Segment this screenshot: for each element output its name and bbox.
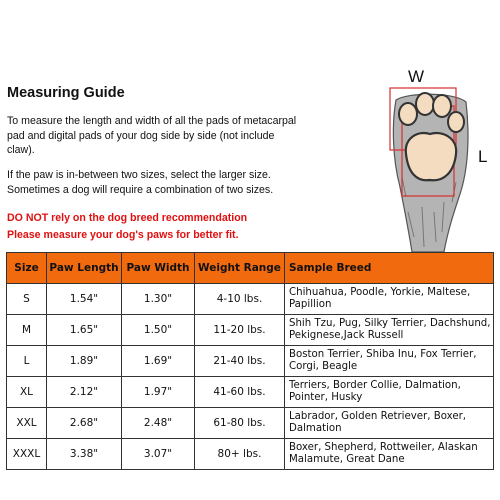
- cell-paw-length: 2.68": [47, 408, 122, 439]
- cell-sample-breed: Terriers, Border Collie, Dalmation, Pointer, Husky: [285, 377, 494, 408]
- cell-weight-range: 61-80 lbs.: [195, 408, 285, 439]
- warning-breed: DO NOT rely on the dog breed recommendation: [7, 212, 248, 224]
- cell-paw-length: 2.12": [47, 377, 122, 408]
- width-label: W: [408, 67, 425, 86]
- guide-paragraph-sizes: If the paw is in-between two sizes, select the larger size. Sometimes a dog will require a combination of two sizes.: [7, 169, 274, 196]
- main-pad: [406, 133, 456, 180]
- cell-size: S: [7, 284, 47, 315]
- cell-size: XXXL: [7, 439, 47, 470]
- header-paw-length: Paw Length: [47, 253, 122, 284]
- cell-sample-breed: Chihuahua, Poodle, Yorkie, Maltese, Papillion: [285, 284, 494, 315]
- cell-weight-range: 11-20 lbs.: [195, 315, 285, 346]
- guide-title: Measuring Guide: [7, 85, 125, 101]
- header-paw-width: Paw Width: [122, 253, 195, 284]
- cell-paw-width: 3.07": [122, 439, 195, 470]
- toe-pad: [433, 95, 451, 117]
- cell-paw-length: 3.38": [47, 439, 122, 470]
- cell-size: XXL: [7, 408, 47, 439]
- header-sample-breed: Sample Breed: [285, 253, 494, 284]
- table-row: [7, 408, 494, 439]
- cell-paw-width: 1.97": [122, 377, 195, 408]
- cell-size: L: [7, 346, 47, 377]
- size-table: [6, 252, 494, 470]
- cell-size: M: [7, 315, 47, 346]
- cell-paw-width: 1.50": [122, 315, 195, 346]
- guide-paragraph-measure: To measure the length and width of all the pads of metacarpal pad and digital pads of your dog side by side (not include claw).: [7, 115, 297, 156]
- cell-sample-breed: Labrador, Golden Retriever, Boxer, Dalmation: [285, 408, 494, 439]
- cell-paw-width: 1.69": [122, 346, 195, 377]
- table-header-row: [7, 253, 494, 284]
- paw-diagram: [378, 62, 498, 252]
- cell-paw-length: 1.89": [47, 346, 122, 377]
- cell-sample-breed: Boxer, Shepherd, Rottweiler, Alaskan Malamute, Great Dane: [285, 439, 494, 470]
- table-row: [7, 315, 494, 346]
- cell-weight-range: 21-40 lbs.: [195, 346, 285, 377]
- header-weight-range: Weight Range: [195, 253, 285, 284]
- cell-paw-length: 1.54": [47, 284, 122, 315]
- warning-measure: Please measure your dog's paws for better fit.: [7, 229, 239, 241]
- cell-size: XL: [7, 377, 47, 408]
- cell-paw-length: 1.65": [47, 315, 122, 346]
- cell-weight-range: 41-60 lbs.: [195, 377, 285, 408]
- toe-pad: [399, 103, 417, 125]
- cell-weight-range: 4-10 lbs.: [195, 284, 285, 315]
- toe-pad: [448, 112, 464, 132]
- cell-sample-breed: Boston Terrier, Shiba Inu, Fox Terrier, Corgi, Beagle: [285, 346, 494, 377]
- cell-paw-width: 2.48": [122, 408, 195, 439]
- length-label: L: [478, 147, 488, 166]
- table-row: [7, 346, 494, 377]
- toe-pad: [416, 93, 434, 115]
- header-size: Size: [7, 253, 47, 284]
- table-row: [7, 284, 494, 315]
- cell-paw-width: 1.30": [122, 284, 195, 315]
- table-row: [7, 377, 494, 408]
- cell-sample-breed: Shih Tzu, Pug, Silky Terrier, Dachshund, Pekignese,Jack Russell: [285, 315, 494, 346]
- table-row: [7, 439, 494, 470]
- cell-weight-range: 80+ lbs.: [195, 439, 285, 470]
